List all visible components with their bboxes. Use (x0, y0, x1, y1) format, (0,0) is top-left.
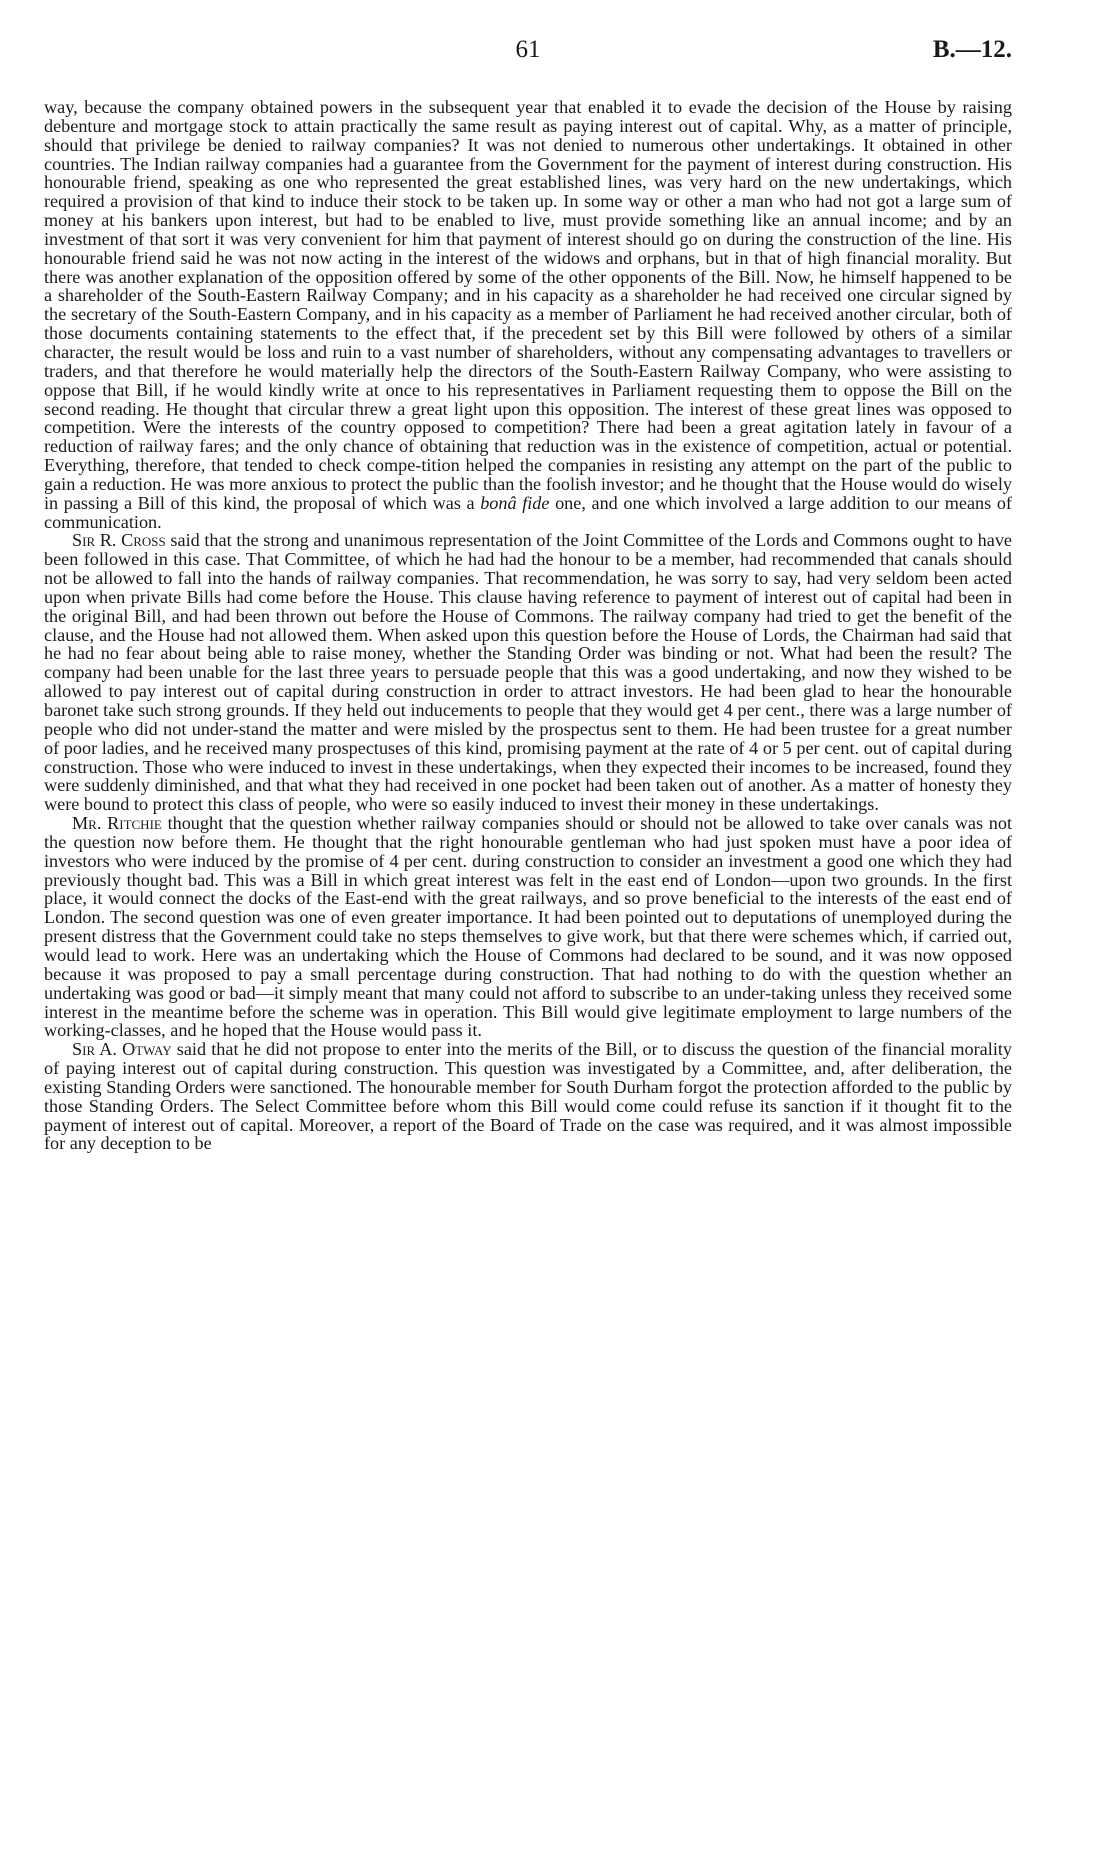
paragraph-text: said that he did not propose to enter into the merits of the Bill, or to discuss the question of the financial morality of paying interest out of capital during construction. This question was investigated by a Committee, and, after deliberation, the existing Standing Orders were sanctioned. The honourable member for South Durham forgot the protection afforded to the public by those Standing Orders. The Select Committee before whom this Bill would come could refuse its sanction if it thought fit to the payment of interest out of capital. Moreover, a report of the Board of Trade on the case was required, and it was almost impossible for any deception to be (44, 1039, 1013, 1154)
document-reference: B.—12. (932, 36, 1012, 63)
speaker-name: Sir A. Otway (72, 1039, 172, 1060)
document-page (44, 36, 1012, 1153)
paragraph-text: way, because the company obtained powers in the subsequent year that enabled it to evade the decision of the House by raising debenture and mortgage stock to attain practically the same result as paying interest out of capital. Why, as a matter of principle, should that privilege be denied to railway companies? It was not denied to numerous other undertakings. It obtained in other countries. The Indian railway companies had a guarantee from the Government for the payment of interest during construction. His honourable friend, speaking as one who represented the great established lines, was very hard on the new undertakings, which required a provision of that kind to induce their stock to be taken up. In some way or other a man who had not got a large sum of money at his bankers upon interest, but had to be enabled to live, must provide something like an annual income; and by an investment of that sort it was very convenient for him that payment of interest should go on during the construction of the line. His honourable friend said he was not now acting in the interest of the widows and orphans, but in that of high financial morality. But there was another explanation of the opposition offered by some of the other opponents of the Bill. Now, he himself happened to be a shareholder of the South-Eastern Railway Company; and in his capacity as a shareholder he had received one circular signed by the secretary of the South-Eastern Company, and in his capacity as a member of Parliament he had received another circular, both of those documents containing statements to the effect that, if the precedent set by this Bill were followed by others of a similar character, the result would be loss and ruin to a vast number of shareholders, without any compensating advantages to travellers or traders, and that therefore he would materially help the directors of the South-Eastern Railway Company, who were assisting to oppose that Bill, if he would kindly write at once to his representatives in Parliament requesting them to oppose the Bill on the second reading. He thought that circular threw a great light upon this opposition. The interest of these great lines was opposed to competition. Were the interests of the country opposed to competition? There had been a great agitation lately in favour of a reduction of railway fares; and the only chance of obtaining that reduction was in the existence of competition, actual or potential. Everything, therefore, that tended to check compe-tition helped the companies in resisting any attempt on the part of the public to gain a reduction. He was more anxious to protect the public than the foolish investor; and he thought that the House would do wisely in passing a Bill of this kind, the proposal of which was a (44, 97, 1012, 513)
paragraph-ritchie (44, 814, 1012, 1040)
page-header (44, 36, 1012, 72)
paragraph-continuation (44, 98, 1012, 531)
italic-phrase: bonâ fide (480, 492, 550, 513)
speaker-name: Sir R. Cross (72, 530, 166, 551)
paragraph-text-end: one, and one which involved a large addition to our means of communication. (44, 492, 1012, 532)
page-number: 61 (515, 36, 541, 63)
paragraph-otway (44, 1040, 1012, 1153)
document-body (44, 98, 1012, 1153)
speaker-name: Mr. Ritchie (72, 813, 162, 834)
paragraph-text: said that the strong and unanimous representation of the Joint Committee of the Lords and Commons ought to have been followed in this case. That Committee, of which he had had the honour to be a member, had recommended that canals should not be allowed to fall into the hands of railway companies. That recommendation, he was sorry to say, had very seldom been acted upon when private Bills had come before the House. This clause having reference to payment of interest out of capital had been in the original Bill, and had been thrown out before the House of Commons. The railway company had tried to get the benefit of the clause, and the House had not allowed them. When asked upon this question before the House of Lords, the Chairman had said that he had no fear about being able to raise money, whether the Standing Order was binding or not. What had been the result? The company had been unable for the last three years to persuade people that this was a good undertaking, and now they wished to be allowed to pay interest out of capital during construction in order to attract investors. He had been glad to hear the honourable baronet take such strong grounds. If they held out inducements to people that they would get 4 per cent., there was a large number of people who did not under-stand the matter and were misled by the prospectus sent to them. He had been trustee for a great number of poor ladies, and he received many prospectuses of this kind, promising payment at the rate of 4 or 5 per cent. out of capital during construction. Those who were induced to invest in these undertakings, when they expected their incomes to be increased, found they were suddenly diminished, and that what they had received in one pocket had been taken out of another. As a matter of honesty they were bound to protect this class of people, who were so easily induced to invest their money in these undertakings. (44, 530, 1012, 815)
paragraph-cross (44, 531, 1012, 814)
paragraph-text: thought that the question whether railway companies should or should not be allowed to take over canals was not the question now before them. He thought that the right honourable gentleman who had just spoken must have a poor idea of investors who were induced by the promise of 4 per cent. during construction to consider an investment a good one which they had previously thought bad. This was a Bill in which great interest was felt in the east end of London—upon two grounds. In the first place, it would connect the docks of the East-end with the great railways, and so prove beneficial to the interests of the east end of London. The second question was one of even greater importance. It had been pointed out to deputations of unemployed during the present distress that the Government could take no steps themselves to give work, but that there were schemes which, if carried out, would lead to work. Here was an undertaking which the House of Commons had declared to be sound, and it was now opposed because it was proposed to pay a small percentage during construction. That had nothing to do with the question whether an undertaking was good or bad—it simply meant that many could not afford to subscribe to an under-taking unless they received some interest in the meantime before the scheme was in operation. This Bill would give legitimate employment to large numbers of the working-classes, and he hoped that the House would pass it. (44, 813, 1012, 1041)
